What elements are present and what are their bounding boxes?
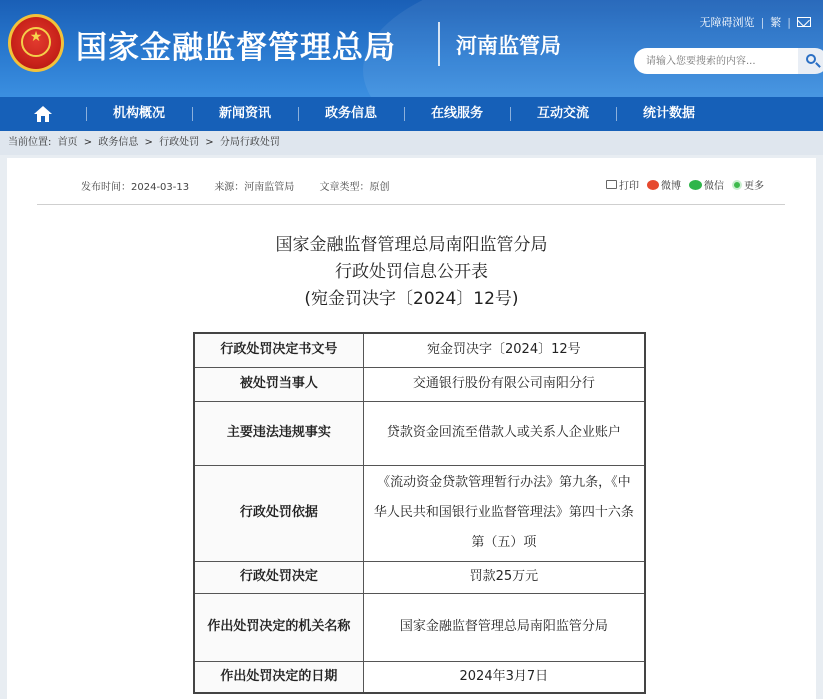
table-value: 交通银行股份有限公司南阳分行 (363, 367, 645, 401)
print-icon (606, 180, 617, 189)
wechat-icon (689, 180, 702, 190)
search-button[interactable] (798, 48, 823, 74)
article-source: 来源：河南监管局 (214, 182, 295, 193)
mail-icon[interactable] (797, 17, 811, 27)
site-header (0, 0, 823, 97)
share-bar (606, 177, 764, 192)
table-row (194, 661, 645, 693)
table-key: 行政处罚决定书文号 (194, 333, 363, 367)
nav-home[interactable] (0, 97, 86, 131)
site-title[interactable]: 国家金融监督管理总局 (76, 30, 396, 66)
nav-item-interaction[interactable]: 互动交流 (510, 97, 616, 131)
wechat-share-button[interactable]: 微信 (689, 177, 724, 192)
table-value: 贷款资金回流至借款人或关系人企业账户 (363, 401, 645, 465)
national-emblem-icon: ★ (8, 14, 64, 72)
article-title-line2: 行政处罚信息公开表 (335, 262, 488, 282)
more-icon (732, 180, 742, 190)
publish-time: 发布时间：2024-03-13 (81, 182, 190, 193)
table-key: 作出处罚决定的日期 (194, 661, 363, 693)
nav-item-online-service[interactable]: 在线服务 (404, 97, 510, 131)
breadcrumb-government-info[interactable]: 政务信息 (98, 137, 139, 148)
breadcrumb-label: 当前位置: (8, 137, 52, 148)
top-links (700, 14, 811, 30)
table-value: 罚款25万元 (363, 561, 645, 593)
table-key: 被处罚当事人 (194, 367, 363, 401)
meta-divider (37, 204, 785, 205)
table-row (194, 333, 645, 367)
top-link-separator: | (760, 15, 765, 29)
nav-item-statistics[interactable]: 统计数据 (616, 97, 722, 131)
main-nav (0, 97, 823, 131)
top-link-separator: | (787, 15, 791, 29)
breadcrumb-branch-penalty[interactable]: 分局行政处罚 (219, 137, 280, 148)
article-title-line1: 国家金融监督管理总局南阳监管分局 (275, 235, 548, 255)
table-key: 行政处罚决定 (194, 561, 363, 593)
table-row (194, 367, 645, 401)
breadcrumb-home[interactable]: 首页 (57, 137, 78, 148)
table-row (194, 401, 645, 465)
home-icon (34, 106, 52, 122)
accessible-link[interactable]: 无障碍浏览 (699, 16, 755, 29)
article-panel (7, 158, 816, 699)
table-key: 作出处罚决定的机关名称 (194, 593, 363, 661)
weibo-share-button[interactable]: 微博 (647, 177, 681, 192)
print-button[interactable]: 打印 (606, 177, 639, 192)
table-row (194, 465, 645, 561)
breadcrumb-penalty[interactable]: 行政处罚 (159, 137, 200, 148)
more-share-button[interactable]: 更多 (732, 177, 764, 192)
table-key: 主要违法违规事实 (194, 401, 363, 465)
article-type: 文章类型：原创 (319, 182, 390, 193)
table-value: 2024年3月7日 (363, 661, 645, 693)
table-key: 行政处罚依据 (194, 465, 363, 561)
penalty-info-table (193, 332, 646, 694)
article-title-line3: (宛金罚决字〔2024〕12号) (304, 289, 519, 309)
table-value: 国家金融监督管理总局南阳监管分局 (363, 593, 645, 661)
table-value: 宛金罚决字〔2024〕12号 (363, 333, 645, 367)
nav-item-news[interactable]: 新闻资讯 (192, 97, 298, 131)
nav-item-about[interactable]: 机构概况 (86, 97, 192, 131)
breadcrumb: 当前位置: 首页 > 政务信息 > 行政处罚 > 分局行政处罚 (0, 131, 823, 155)
article-meta (81, 178, 412, 193)
table-row (194, 593, 645, 661)
nav-item-government-info[interactable]: 政务信息 (298, 97, 404, 131)
weibo-icon (647, 180, 659, 190)
search-input[interactable] (634, 48, 798, 74)
table-value: 《流动资金贷款管理暂行办法》第九条，《中华人民共和国银行业监督管理法》第四十六条第（五）项 (363, 465, 645, 561)
table-row (194, 561, 645, 593)
title-divider (438, 22, 440, 66)
sub-title[interactable]: 河南监管局 (456, 34, 561, 58)
traditional-chinese-link[interactable]: 繁 (770, 16, 782, 29)
